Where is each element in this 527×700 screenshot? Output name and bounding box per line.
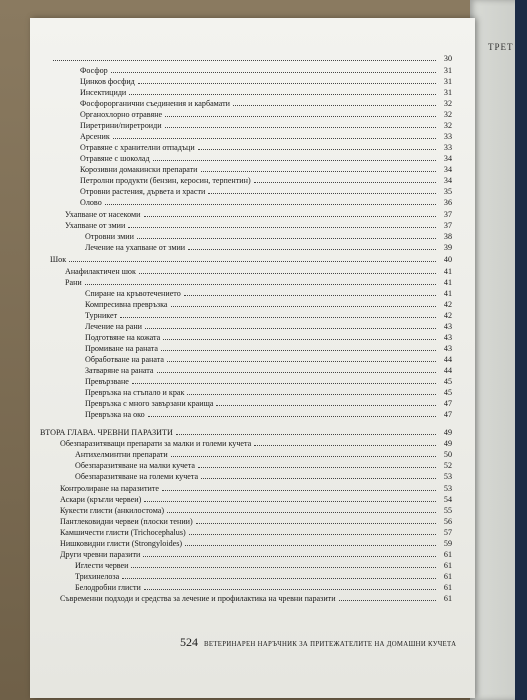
toc-entry-title: Превръзка на око [85,410,145,419]
toc-entry-title: Нишковидни глисти (Strongyloides) [60,539,183,548]
toc-entry-page: 56 [443,517,452,526]
toc-entry-title: Анафилактичен шок [65,267,136,276]
toc-entry-page: 31 [443,88,452,97]
dot-leader [120,311,436,318]
toc-entry-page: 38 [443,232,452,241]
toc-entry-title: Инсектициди [80,88,127,97]
toc-entry-page: 33 [443,132,452,141]
toc-entry-title: Ухапване от насекоми [65,210,141,219]
toc-entry-page: 41 [443,278,452,287]
dot-leader [157,366,436,373]
toc-entry-title: Олово [80,198,102,207]
dot-leader [162,484,436,491]
dot-leader [137,232,436,239]
toc-entry-title: Пиретрини/пиретроиди [80,121,162,130]
toc-entry [60,517,452,527]
toc-entry [85,232,452,242]
dot-leader [185,539,436,546]
toc-entry [60,484,452,494]
toc-entry [85,344,452,354]
toc-entry-page: 37 [443,221,452,230]
toc-entry-page: 41 [443,289,452,298]
dot-leader [196,517,436,524]
toc-entry-title: Трихинелоза [75,572,120,581]
dot-leader [184,289,436,296]
toc-entry-page: 45 [443,388,452,397]
dot-leader [111,66,436,73]
dot-leader [128,221,436,228]
toc-entry-title: Белодробни глисти [75,583,141,592]
dot-leader [171,300,437,307]
toc-entry-title: Корозивни домакински препарати [80,165,198,174]
toc-entry [60,528,452,538]
toc-entry [80,143,452,153]
toc-entry-page: 37 [443,210,452,219]
toc-entry-page: 45 [443,377,452,386]
toc-entry-page: 39 [443,243,452,252]
toc-entry [75,450,452,460]
toc-entry-title: Превързване [85,377,129,386]
toc-entry [85,377,452,387]
toc-entry-page: 43 [443,344,452,353]
toc-entry-title: Други чревни паразити [60,550,141,559]
toc-entry-title: Петролни продукти (бензин, керосин, терпентин) [80,176,251,185]
dot-leader [161,344,436,351]
toc-entry [60,506,452,516]
dot-leader [144,583,436,590]
toc-entry-title: Аскари (кръгли червеи) [60,495,142,504]
toc-entry-title: Отравяне с хранителни отпадъци [80,143,195,152]
toc-entry-page: 33 [443,143,452,152]
toc-entry-page: 32 [443,110,452,119]
dot-leader [208,187,436,194]
toc-entry [80,121,452,131]
toc-entry-title: Лечение на ухапване от змии [85,243,186,252]
dot-leader [139,267,436,274]
toc-entry [85,300,452,310]
toc-entry [75,461,452,471]
toc-entry-page: 52 [443,461,452,470]
book-cover-edge [515,0,527,700]
toc-entry-page: 40 [443,255,452,264]
toc-entry-title: Контролиране на паразитите [60,484,159,493]
dot-leader [167,506,436,513]
toc-entry-page: 44 [443,366,452,375]
toc-entry-page: 34 [443,154,452,163]
toc-entry [80,165,452,175]
toc-entry-page: 44 [443,355,452,364]
toc-entry [85,322,452,332]
toc-entry [85,289,452,299]
toc-entry-title: ВТОРА ГЛАВА. ЧРЕВНИ ПАРАЗИТИ [40,428,173,437]
dot-leader [138,77,436,84]
toc-entry-title: Отровни змии [85,232,134,241]
toc-entry-title: Обезпаразитяване на малки кучета [75,461,196,470]
toc-entry [85,311,452,321]
dot-leader [171,450,436,457]
toc-entry [60,539,452,549]
toc-entry-title: Шок [50,255,67,264]
toc-entry [75,572,452,582]
running-footer: ВЕТЕРИНАРЕН НАРЪЧНИК ЗА ПРИТЕЖАТЕЛИТЕ НА ДОМАШНИ КУЧЕТА [204,641,457,648]
toc-entry-page: 61 [443,583,452,592]
toc-entry-page: 49 [443,428,452,437]
dot-leader [122,572,436,579]
toc-entry-title: Подготвяне на кожата [85,333,161,342]
dot-leader [129,88,436,95]
toc-entry [80,187,452,197]
toc-entry-title: Отровни растения, дървета и храсти [80,187,206,196]
toc-entry-title: Компресивна превръзка [85,300,168,309]
toc-entry-page: 30 [443,54,452,63]
toc-entry-title: Фосфорорганични съединения и карбамати [80,99,230,108]
toc-entry-page: 35 [443,187,452,196]
toc-entry-title: Затваряне на раната [85,366,154,375]
dot-leader [187,388,436,395]
dot-leader [167,355,436,362]
toc-entry-title: Превръзка с много завързани краища [85,399,214,408]
dot-leader [132,377,436,384]
toc-entry-title: Иглести червеи [75,561,129,570]
dot-leader [145,322,436,329]
toc-entry-page: 55 [443,506,452,515]
dot-leader [85,278,436,285]
toc-entry-title: Фосфор [80,66,108,75]
dot-leader [233,99,436,106]
toc-entry-page: 47 [443,399,452,408]
toc-entry [60,550,452,560]
dot-leader [339,594,436,601]
toc-entry-title: Камшичести глисти (Trichocephalus) [60,528,186,537]
toc-entry-page: 31 [443,77,452,86]
toc-entry [75,583,452,593]
dot-leader [201,165,436,172]
toc-entry-page: 32 [443,99,452,108]
facing-page [470,0,527,700]
toc-entry-page: 54 [443,495,452,504]
toc-entry-title: Арсеник [80,132,110,141]
toc-entry [85,410,452,420]
toc-entry-page: 32 [443,121,452,130]
toc-entry-title: Антихелминтни препарати [75,450,168,459]
toc-entry [60,439,452,449]
dot-leader [105,198,436,205]
toc-entry [75,561,452,571]
toc-entry-title: Ухапване от змии [65,221,126,230]
toc-entry [80,132,452,142]
toc-entry [85,333,452,343]
toc-entry [60,495,452,505]
toc-entry-page: 31 [443,66,452,75]
toc-entry-title: Съвременни подходи и средства за лечение и профилактика на чревни паразити [60,594,336,603]
dot-leader [201,472,436,479]
toc-entry [80,110,452,120]
toc-entry-title: Цинков фосфид [80,77,135,86]
toc-entry [80,99,452,109]
toc-entry-title: Обезпаразитяващи препарати за малки и големи кучета [60,439,252,448]
book-page [30,18,475,698]
toc-entry [85,399,452,409]
toc-entry-title: Лечение на рани [85,322,143,331]
toc-entry [85,243,452,253]
dot-leader [198,143,436,150]
toc-entry-page: 34 [443,165,452,174]
page-number: 524 [180,635,198,649]
dot-leader [113,132,436,139]
toc-entry [50,54,452,64]
dot-leader [254,176,436,183]
toc-entry-title: Рани [65,278,82,287]
toc-entry-title: Отравяне с шоколад [80,154,150,163]
toc-entry-page: 53 [443,472,452,481]
dot-leader [165,121,436,128]
toc-entry-page: 59 [443,539,452,548]
dot-leader [163,333,436,340]
toc-entry-page: 61 [443,561,452,570]
toc-entry-page: 36 [443,198,452,207]
toc-entry [50,255,452,265]
dot-leader [188,243,436,250]
toc-entry-page: 61 [443,550,452,559]
dot-leader [189,528,436,535]
toc-entry [65,278,452,288]
dot-leader [153,154,436,161]
toc-entry-page: 42 [443,311,452,320]
toc-entry-page: 61 [443,594,452,603]
toc-entry-title: Спиране на кръвотечението [85,289,181,298]
toc-entry [85,355,452,365]
toc-entry-page: 53 [443,484,452,493]
facing-page-title: ТРЕТ [488,42,514,52]
toc-entry [85,388,452,398]
toc-entry-title: Турникет [85,311,118,320]
toc-entry-title: Пантлековидни червеи (плоски тении) [60,517,193,526]
page-footer [180,635,456,650]
toc-entry-title: Превръзка на стъпало и крак [85,388,185,397]
dot-leader [144,210,436,217]
toc-entry-page: 43 [443,333,452,342]
toc-entry-page: 41 [443,267,452,276]
toc-entry-page: 47 [443,410,452,419]
dot-leader [143,550,436,557]
toc-entry-title: Кукести глисти (анкилостома) [60,506,165,515]
toc-entry [80,198,452,208]
toc-entry-title: Промиване на раната [85,344,159,353]
dot-leader [144,495,436,502]
toc-entry-page: 42 [443,300,452,309]
toc-entry [60,594,452,604]
dot-leader [69,255,436,262]
toc-entry [80,154,452,164]
dot-leader [148,410,436,417]
toc-entry-page: 34 [443,176,452,185]
toc-entry [80,88,452,98]
toc-entry-title: Обезпаразитяване на големи кучета [75,472,199,481]
toc-entry-title: Обработване на раната [85,355,164,364]
toc-entry-page: 61 [443,572,452,581]
toc-entry [85,366,452,376]
toc-entry [80,77,452,87]
dot-leader [216,399,436,406]
toc-entry-page: 49 [443,439,452,448]
toc-entry-page: 57 [443,528,452,537]
dot-leader [165,110,436,117]
toc-entry [65,221,452,231]
toc-entry [65,267,452,277]
toc-entry-page: 50 [443,450,452,459]
toc-entry [40,428,452,438]
toc-entry-page: 43 [443,322,452,331]
dot-leader [53,54,436,61]
dot-leader [176,428,436,435]
dot-leader [254,439,436,446]
toc-entry [80,66,452,76]
toc-entry-title: Органохлорно отравяне [80,110,163,119]
toc-entry [65,210,452,220]
dot-leader [198,461,436,468]
dot-leader [131,561,436,568]
toc-entry [75,472,452,482]
toc-entry [80,176,452,186]
